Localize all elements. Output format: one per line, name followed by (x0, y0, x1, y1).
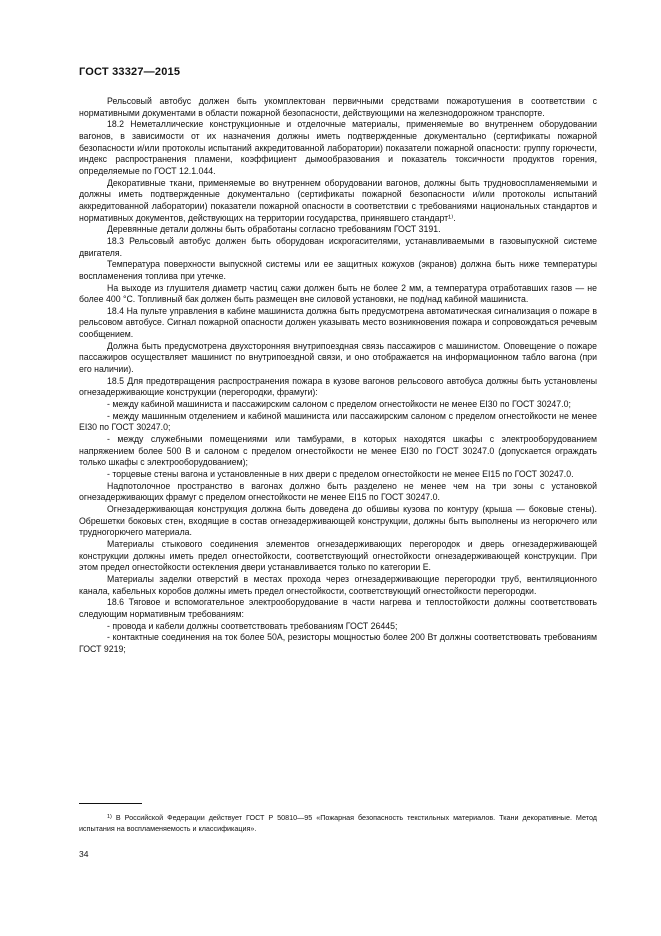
paragraph: 18.6 Тяговое и вспомогательное электрооборудование в части нагрева и теплостойкости должны соответствовать следующим нормативным требованиям: (79, 597, 597, 619)
paragraph: Деревянные детали должны быть обработаны согласно требованиям ГОСТ 3191. (107, 224, 441, 235)
paragraph: Надпотолочное пространство в вагонах должно быть разделено не менее чем на три зоны с установкой огнезадерживающих фрамуг с пределом огнестойкости не менее EI15 по ГОСТ 30247.0. (79, 480, 597, 503)
paragraph: Должна быть предусмотрена двухсторонняя внутрипоездная связь пассажиров с машинистом. Оповещение о пожаре пассажиров осуществляет машинист по внутрипоездной связи, и оно отображается на информационном табло вагона (при его наличии). (79, 340, 597, 375)
page-number: 34 (79, 849, 89, 859)
paragraph: Декоративные ткани, применяемые во внутреннем оборудовании вагонов, должны быть трудновоспламеняемыми и должны иметь подтвержденные документально (сертификаты пожарной безопасности и/или протоколы испытаний аккредитованной лаборатории) показатели пожарной опасности в соответствии с требованиями национальных стандартов и нормативных документов, действующих на территории государства, принявшего стандарт¹⁾. (79, 177, 597, 223)
list-item: - между кабиной машиниста и пассажирским салоном с пределом огнестойкости не менее EI30 по ГОСТ 30247.0; (107, 399, 571, 410)
list-item: - между машинным отделением и кабиной машиниста или пассажирским салоном с пределом огнестойкости не менее EI30 по ГОСТ 30247.0; (79, 410, 597, 433)
paragraph: 18.4 На пульте управления в кабине машиниста должна быть предусмотрена автоматическая сигнализация о пожаре в рельсовом автобусе. Сигнал пожарной опасности должен указывать место возникновения пожара и сопровождаться речевым сообщением. (79, 305, 597, 340)
list-item: - между служебными помещениями или тамбурами, в которых находятся шкафы с электрооборудованием напряжением более 500 В и салоном с пределом огнестойкости не менее EI30 по ГОСТ 30247.0 (допускается ограждать только шкафы с электрооборудованием); (79, 434, 597, 468)
footnote-text: В Российской Федерации действует ГОСТ Р 50810—95 «Пожарная безопасность текстильных материалов. Ткани декоративные. Метод испытания на воспламеняемость и классификация». (79, 813, 597, 833)
document-body (79, 96, 597, 656)
paragraph: Огнезадерживающая конструкция должна быть доведена до обшивы кузова по контуру (крыша — боковые стены). Обрешетки боковых стен, входящие в состав огнезадерживающей конструкции, должны быть выполнены из негорючего или трудногорючего материала. (79, 503, 597, 538)
footnote-paragraph (79, 812, 597, 834)
list-item: - контактные соединения на ток более 50А, резисторы мощностью более 200 Вт должны соответствовать требованиям ГОСТ 9219; (79, 632, 597, 654)
paragraph: На выходе из глушителя диаметр частиц сажи должен быть не более 2 мм, а температура отработавших газов — не более 400 °С. Топливный бак должен быть размещен вне силовой установки, не под/над кабиной машиниста. (79, 282, 597, 305)
footnote-divider (79, 803, 142, 804)
list-item: - торцевые стены вагона и установленные в них двери с пределом огнестойкости не менее EI15 по ГОСТ 30247.0. (107, 469, 574, 479)
list-item: - провода и кабели должны соответствовать требованиям ГОСТ 26445; (107, 620, 398, 631)
paragraph: Материалы стыкового соединения элементов огнезадерживающих перегородок и дверь огнезадерживающей конструкции должны иметь предел огнестойкости, соответствующий огнестойкости огнезадерживающей конструкции. При этом предел огнестойкости остекления двери устанавливается только по категории Е. (79, 538, 597, 573)
paragraph: Рельсовый автобус должен быть укомплектован первичными средствами пожаротушения в соответствии с нормативными документами в области пожарной безопасности, действующими на железнодорожном транспорте. (79, 96, 597, 118)
footnote (79, 812, 597, 834)
paragraph: Температура поверхности выпускной системы или ее защитных кожухов (экранов) должна быть ниже температуры воспламенения топлива при утечке. (79, 259, 597, 281)
paragraph: 18.3 Рельсовый автобус должен быть оборудован искрогасителями, устанавливаемыми в газовыпускной системе двигателя. (79, 235, 597, 258)
paragraph: Материалы заделки отверстий в местах прохода через огнезадерживающие перегородки труб, вентиляционного канала, кабельных коробов должны иметь предел огнестойкости, соответствующий огнестойкости перегородки. (79, 573, 597, 596)
paragraph: 18.2 Неметаллические конструкционные и отделочные материалы, применяемые во внутреннем оборудовании вагонов, в зависимости от их назначения должны иметь подтвержденные документально (сертификаты пожарной безопасности и/или протоколы испытаний аккредитованной лаборатории) показатели пожарной опасности: группу горючести, индекс распространения пламени, коэффициент дымообразования и показатель токсичности продуктов горения, определяемые по ГОСТ 12.1.044. (79, 119, 597, 176)
paragraph: 18.5 Для предотвращения распространения пожара в кузове вагонов рельсового автобуса должны быть установлены огнезадерживающие конструкции (перегородки, фрамуги): (79, 375, 597, 398)
footnote-marker: 1) (107, 814, 112, 820)
document-header: ГОСТ 33327—2015 (79, 66, 181, 78)
